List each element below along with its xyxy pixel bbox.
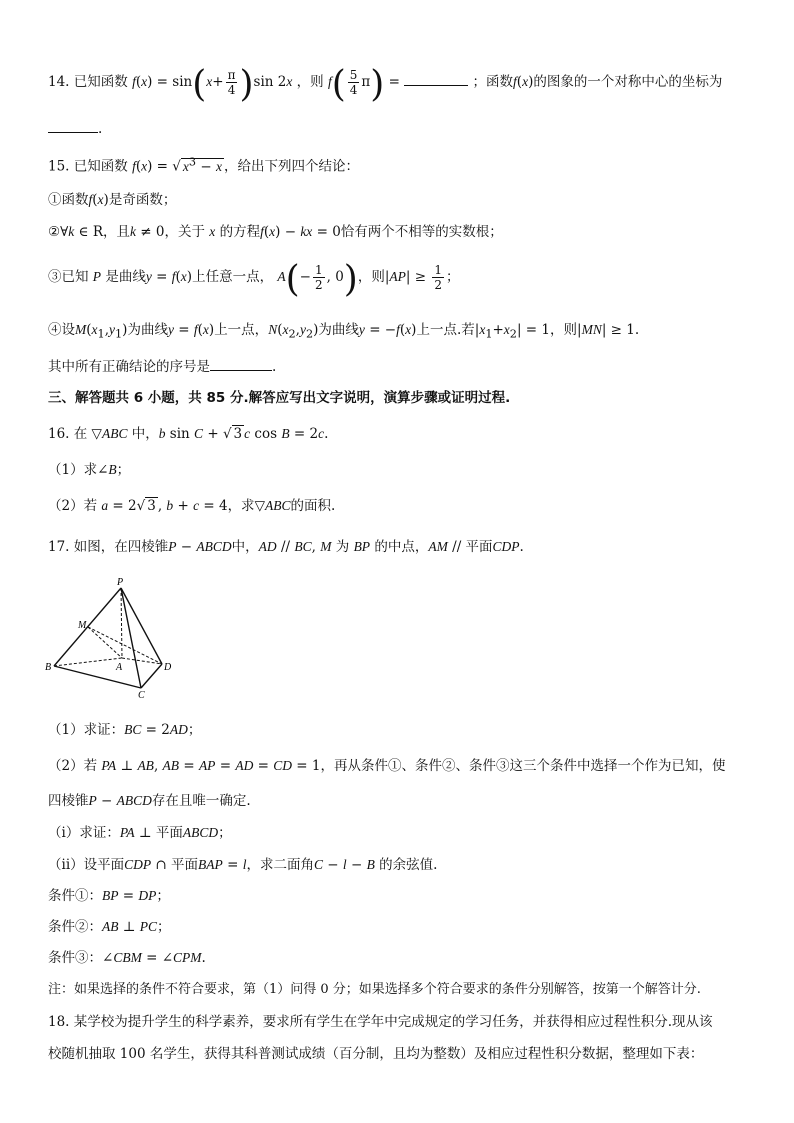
text: 为曲线 <box>127 322 168 338</box>
text: 条件②： <box>48 919 102 935</box>
condition-3: 条件③：∠CBM = ∠CPM. <box>48 950 206 966</box>
question-14: 14. 已知函数 f(x) = sin(x+ $\frac{\pi}{4}$ )sin 2x ，则 f( $\frac{5}{4}$ π) = ；函数f(x)的图象的一个对称中心的坐标为 <box>48 64 723 105</box>
text: 平面 <box>155 825 183 841</box>
section-heading: 三、解答题共 6 小题，共 85 分.解答应写出文字说明，演算步骤或证明过程. <box>48 390 511 406</box>
text: （2）若 <box>48 758 98 774</box>
question-17-note: 注：如果选择的条件不符合要求，第（1）问得 0 分；如果选择多个符合要求的条件分别解答，按第一个解答计分. <box>48 982 701 997</box>
text: 存在且唯一确定. <box>151 793 251 809</box>
text: ，则 <box>550 322 578 338</box>
text: ①函数 <box>48 192 89 208</box>
text: ④设 <box>48 322 75 338</box>
pyramid-figure <box>44 578 184 700</box>
text: 的方程 <box>219 224 261 240</box>
text: 16. 在 <box>48 426 88 442</box>
text: 为曲线 <box>318 322 359 338</box>
text: 四棱锥 <box>48 793 89 809</box>
text: （1）求 <box>48 462 98 478</box>
text: 的图象的一个对称中心的坐标为 <box>533 74 723 90</box>
question-number: 14. <box>48 74 70 90</box>
question-18-line-2: 校随机抽取 100 名学生，获得其科普测试成绩（百分制，且均为整数）及相应过程性积分数据，整理如下表： <box>48 1046 704 1062</box>
text: ，求 <box>227 498 255 514</box>
text: ； <box>116 462 131 478</box>
question-17-part-2-cont: 四棱锥P − ABCD存在且唯一确定. <box>48 793 251 809</box>
question-17-head: 17. 如图，在四棱锥P − ABCD中，AD // BC, M 为 BP 的中点，AM // 平面CDP. <box>48 539 524 555</box>
text: ，且 <box>103 224 131 240</box>
text: 中， <box>231 539 259 555</box>
text: ； <box>218 825 232 841</box>
text: 平面 <box>171 857 199 873</box>
text: （2）若 <box>48 498 98 514</box>
text: ，给出下列四个结论： <box>223 158 359 175</box>
text: ，则 <box>357 269 385 285</box>
text: ；函数 <box>472 74 514 90</box>
math-fx-definition: f <box>132 74 136 89</box>
conclusion-4: ④设$M(x_1,y_1)$为曲线y = f(x)上一点，$N(x_2,y_2)$为曲线y = −f(x)上一点.若$|x_1+x_2| = 1$，则|MN| ≥ 1. <box>48 322 640 341</box>
text: （ii）设平面 <box>48 857 125 873</box>
math-f-value: f <box>327 74 332 89</box>
text: 条件③： <box>48 950 102 966</box>
text: 上任意一点， <box>192 269 274 285</box>
text: 上一点， <box>214 322 269 338</box>
text: 17. 如图，在四棱锥 <box>48 539 169 555</box>
answer-blank[interactable] <box>48 118 98 133</box>
text: 的余弦值. <box>379 857 438 873</box>
conclusion-2: ②∀k ∈ R，且k ≠ 0，关于 x 的方程f(x) − kx = 0恰有两个不相等的实数根； <box>48 224 503 240</box>
condition-2: 条件②：AB ⊥ PC； <box>48 919 171 935</box>
text: （i）求证： <box>48 825 120 841</box>
answer-blank[interactable] <box>404 71 468 86</box>
math-fx: f <box>132 158 136 174</box>
question-18-line-1: 18. 某学校为提升学生的科学素养，要求所有学生在学年中完成规定的学习任务，并获得相应过程性积分.现从该 <box>48 1014 713 1030</box>
text: ，再从条件①、条件②、条件③这三个条件中选择一个作为已知，使 <box>320 758 726 774</box>
condition-1: 条件①：BP = DP； <box>48 888 170 904</box>
text: ③已知 <box>48 269 89 285</box>
text: 的中点， <box>374 539 429 555</box>
answer-blank[interactable] <box>210 356 272 371</box>
question-15-head: 15. 已知函数 f(x) = √ $x^3 - x$ ，给出下列四个结论： <box>48 155 359 175</box>
question-16-head: 16. 在 ▽ABC 中，b sin C + √ 3 c cos B = 2c. <box>48 426 329 442</box>
vertex-label-m: M <box>78 620 87 631</box>
text: 的面积. <box>290 498 336 514</box>
question-17-part-2: （2）若 PA ⊥ AB, AB = AP = AD = CD = 1，再从条件①、条件②、条件③这三个条件中选择一个作为已知，使 <box>48 758 726 774</box>
text: 条件①： <box>48 888 102 904</box>
question-14-blank-line: . <box>48 118 754 139</box>
vertex-label-c: C <box>138 690 145 700</box>
text: ； <box>187 722 202 738</box>
text: ，则 <box>296 74 324 90</box>
vertex-label-d: D <box>164 662 172 673</box>
text: 平面 <box>465 539 493 555</box>
question-15-tail: 其中所有正确结论的序号是 . <box>48 356 754 377</box>
text: ，求二面角 <box>246 857 314 873</box>
vertex-label-a: A <box>116 662 123 673</box>
question-17-part-ii: （ii）设平面CDP ∩ 平面BAP = l，求二面角C − l − B 的余弦值. <box>48 857 438 873</box>
text: ，关于 <box>164 224 205 240</box>
text: （1）求证： <box>48 722 125 738</box>
text: 已知函数 <box>73 74 128 90</box>
text: 为 <box>335 539 350 555</box>
text: 是曲线 <box>105 269 146 285</box>
text: 恰有两个不相等的实数根； <box>340 224 503 240</box>
question-16-part-1: （1）求∠B； <box>48 462 131 478</box>
text: ② <box>48 224 61 240</box>
vertex-label-b: B <box>45 662 52 673</box>
text: 上一点.若 <box>416 322 475 338</box>
conclusion-1: ①函数f(x)是奇函数； <box>48 192 177 208</box>
conclusion-3: ③已知 P 是曲线y = f(x)上任意一点， A(− $\frac{1}{2}$ , 0)，则|AP| ≥ $\frac{1}{2}$ ； <box>48 259 460 300</box>
text: 是奇函数； <box>108 192 177 208</box>
question-17-part-i: （i）求证：PA ⊥ 平面ABCD； <box>48 825 232 841</box>
text: 15. 已知函数 <box>48 158 128 175</box>
vertex-label-p: P <box>117 578 124 588</box>
question-16-part-2: （2）若 a = 2√ 3 , b + c = 4，求▽ABC的面积. <box>48 498 336 514</box>
question-17-part-1: （1）求证：BC = 2AD； <box>48 722 202 738</box>
text: ； <box>446 269 460 285</box>
text: 中， <box>131 426 159 442</box>
text: 其中所有正确结论的序号是 <box>48 359 210 375</box>
